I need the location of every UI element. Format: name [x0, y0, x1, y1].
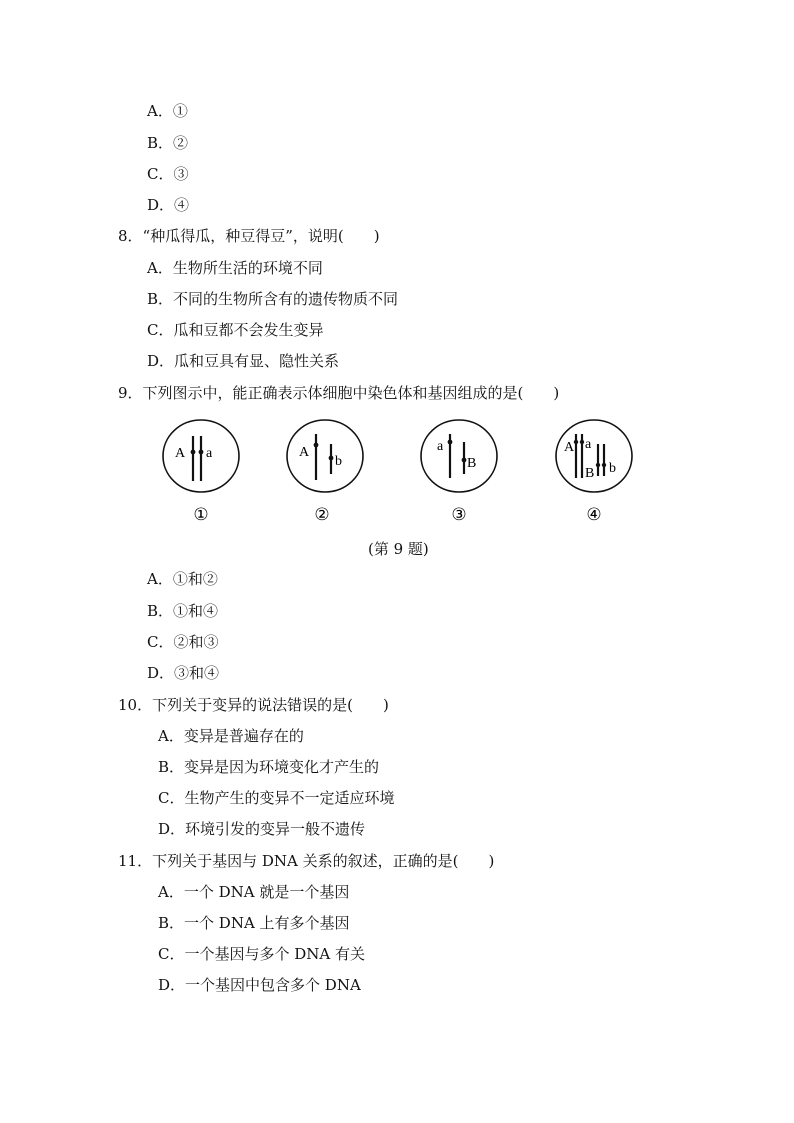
- cell-1: [163, 420, 239, 492]
- option-text: 一个 DNA 就是一个基因: [183, 883, 350, 901]
- option-text: 不同的生物所含有的遗传物质不同: [173, 290, 399, 308]
- option-text: ①和②: [172, 570, 218, 588]
- q9-option-b[interactable]: [147, 601, 218, 621]
- option-label: A．: [147, 102, 173, 120]
- q10-option-d[interactable]: [158, 819, 365, 839]
- gene-locus: [448, 440, 453, 445]
- q11-option-d[interactable]: [158, 975, 361, 995]
- option-label: B．: [147, 602, 174, 620]
- cell-membrane: [421, 420, 497, 492]
- option-label: A．: [158, 727, 184, 745]
- q8-option-a[interactable]: [147, 258, 323, 278]
- option-text: ③和④: [174, 664, 220, 682]
- q9-stem: 9．下列图示中，能正确表示体细胞中染色体和基因组成的是( ): [118, 384, 560, 402]
- option-label: B．: [158, 914, 185, 932]
- q11-option-c[interactable]: [158, 944, 365, 964]
- gene-locus: [199, 450, 204, 455]
- option-text: 一个基因与多个 DNA 有关: [184, 945, 366, 963]
- gene-label: A: [175, 446, 186, 461]
- q7-option-c[interactable]: [147, 164, 189, 184]
- gene-label: A: [564, 440, 575, 455]
- option-label: B．: [158, 758, 185, 776]
- option-label: C．: [158, 945, 185, 963]
- option-label: C．: [158, 789, 185, 807]
- option-label: D．: [158, 820, 186, 838]
- q9-figure: [0, 418, 794, 528]
- option-text: ③: [173, 165, 189, 183]
- q11-option-b[interactable]: [158, 913, 350, 933]
- option-label: A．: [147, 259, 173, 277]
- cell-number-label: ④: [586, 505, 602, 525]
- gene-label: a: [585, 437, 592, 452]
- option-text: ②和③: [173, 633, 219, 651]
- q11-option-a[interactable]: [158, 882, 349, 902]
- q8-option-d[interactable]: [147, 351, 339, 371]
- option-label: B．: [147, 290, 174, 308]
- option-label: A．: [158, 883, 184, 901]
- q8-option-b[interactable]: [147, 289, 398, 309]
- option-text: ①和④: [173, 602, 219, 620]
- cell-number-label: ③: [451, 505, 467, 525]
- gene-locus: [462, 458, 467, 463]
- option-text: 瓜和豆都不会发生变异: [173, 321, 324, 339]
- gene-label: A: [299, 445, 310, 460]
- option-label: D．: [147, 352, 175, 370]
- gene-locus: [314, 443, 319, 448]
- option-text: 生物所生活的环境不同: [172, 259, 323, 277]
- q9-figure-caption: (第 9 题): [368, 540, 429, 558]
- option-text: 生物产生的变异不一定适应环境: [184, 789, 395, 807]
- gene-locus: [574, 440, 578, 444]
- gene-locus: [596, 463, 600, 467]
- q8-stem: 8．“种瓜得瓜，种豆得豆”，说明( ): [118, 227, 380, 245]
- option-text: 一个 DNA 上有多个基因: [184, 914, 350, 932]
- cell-2: [287, 420, 363, 492]
- option-text: 变异是普遍存在的: [183, 727, 304, 745]
- q7-option-d[interactable]: [147, 195, 189, 215]
- option-text: 一个基因中包含多个 DNA: [185, 976, 361, 994]
- gene-locus: [580, 440, 584, 444]
- gene-label: a: [437, 439, 444, 454]
- option-text: 变异是因为环境变化才产生的: [184, 758, 380, 776]
- cell-3: [421, 420, 497, 492]
- option-label: D．: [147, 196, 175, 214]
- cell-number-label: ②: [314, 505, 330, 525]
- q7-option-a[interactable]: [147, 101, 188, 121]
- q10-option-a[interactable]: [158, 726, 304, 746]
- cell-number-label: ①: [193, 505, 209, 525]
- option-label: C．: [147, 633, 174, 651]
- q10-stem: 10．下列关于变异的说法错误的是( ): [118, 696, 389, 714]
- option-label: C．: [147, 321, 174, 339]
- q9-option-d[interactable]: [147, 663, 219, 683]
- option-label: C．: [147, 165, 174, 183]
- q11-stem: 11．下列关于基因与 DNA 关系的叙述，正确的是( ): [118, 852, 495, 870]
- q7-option-b[interactable]: [147, 133, 188, 153]
- gene-label: B: [467, 456, 477, 471]
- cell-membrane: [556, 420, 632, 492]
- q9-option-c[interactable]: [147, 632, 219, 652]
- gene-label: B: [585, 466, 595, 481]
- q8-option-c[interactable]: [147, 320, 324, 340]
- gene-locus: [602, 463, 606, 467]
- q9-option-a[interactable]: [147, 569, 218, 589]
- option-text: 环境引发的变异一般不遗传: [185, 820, 366, 838]
- option-text: ①: [172, 102, 188, 120]
- gene-label: b: [609, 461, 616, 476]
- q10-option-c[interactable]: [158, 788, 395, 808]
- option-label: A．: [147, 570, 173, 588]
- gene-label: a: [206, 446, 213, 461]
- q10-option-b[interactable]: [158, 757, 379, 777]
- gene-locus: [191, 450, 196, 455]
- gene-label: b: [335, 454, 342, 469]
- cell-4: [556, 420, 632, 492]
- option-label: D．: [158, 976, 186, 994]
- gene-locus: [329, 456, 334, 461]
- option-label: B．: [147, 134, 174, 152]
- chromosome-cells-diagram: [0, 418, 794, 528]
- option-text: ④: [174, 196, 190, 214]
- option-text: ②: [173, 134, 189, 152]
- option-label: D．: [147, 664, 175, 682]
- option-text: 瓜和豆具有显、隐性关系: [174, 352, 340, 370]
